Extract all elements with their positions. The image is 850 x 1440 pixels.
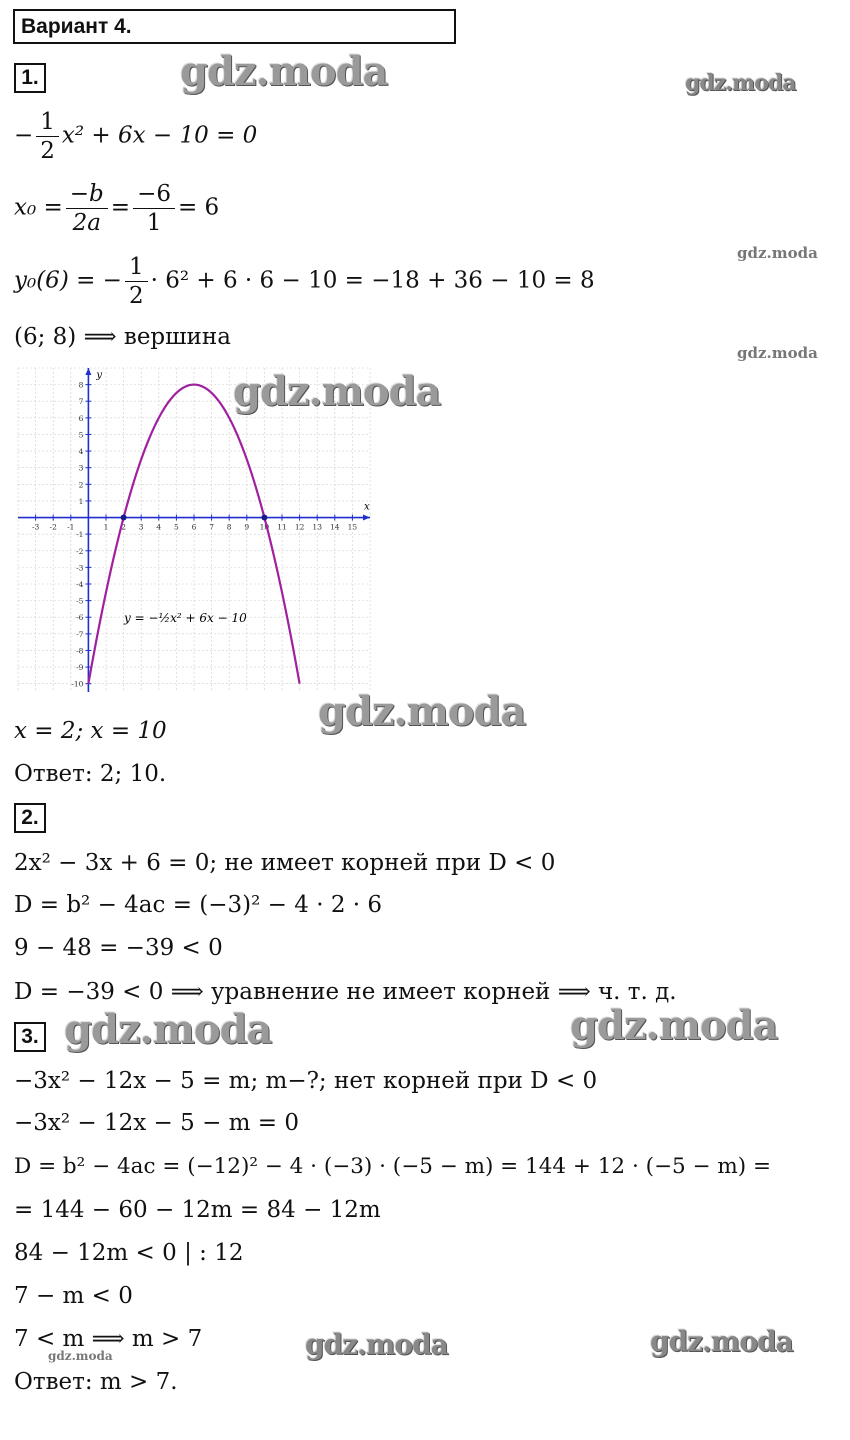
watermark: gdz.moda	[737, 244, 818, 262]
x-tick-label: 8	[226, 522, 232, 532]
x-tick-label: -2	[49, 522, 57, 532]
task3-line1: −3x² − 12x − 5 = m; m−?; нет корней при D < 0	[14, 1068, 598, 1094]
watermark: gdz.moda	[570, 1002, 778, 1049]
task3-answer: Ответ: m > 7.	[14, 1369, 178, 1395]
task3-line2: −3x² − 12x − 5 − m = 0	[14, 1110, 299, 1136]
x-tick-label: 9	[244, 522, 250, 532]
x-tick-label: 3	[138, 522, 144, 532]
root-point	[261, 515, 267, 521]
watermark: gdz.moda	[233, 368, 441, 415]
y-tick-label: -4	[76, 580, 84, 589]
task3-line5: 84 − 12m < 0 | : 12	[14, 1240, 244, 1266]
x-tick-label: -3	[31, 522, 40, 532]
root-point	[121, 515, 127, 521]
x-tick-label: 4	[156, 522, 162, 532]
task3-line4: = 144 − 60 − 12m = 84 − 12m	[14, 1197, 381, 1223]
task2-line2: D = b² − 4ac = (−3)² − 4 · 2 · 6	[14, 892, 383, 918]
task3-line6: 7 − m < 0	[14, 1283, 133, 1309]
x-tick-label: 7	[209, 522, 214, 532]
x-tick-label: 2	[121, 522, 126, 532]
graph-formula: y = −½x² + 6x − 10	[124, 611, 247, 625]
task1-number: 1.	[14, 63, 46, 93]
task2-line4: D = −39 < 0 ⟹ уравнение не имеет корней ⟹ ч. т. д.	[14, 979, 677, 1005]
y-tick-label: 5	[78, 430, 84, 440]
x-tick-label: 13	[312, 522, 322, 532]
task1-answer: Ответ: 2; 10.	[14, 761, 167, 787]
y-tick-label: -8	[76, 646, 84, 656]
y-tick-label: 1	[78, 496, 84, 506]
y-tick-label: 2	[78, 480, 84, 490]
x-tick-label: 10	[259, 522, 270, 532]
watermark: gdz.moda	[685, 70, 796, 96]
task1-roots: x = 2; x = 10	[14, 718, 167, 744]
y-tick-label: -5	[76, 596, 84, 606]
task3-line3: D = b² − 4ac = (−12)² − 4 · (−3) · (−5 − m) = 144 + 12 · (−5 − m) =	[14, 1154, 772, 1179]
task1-equation: − $\frac{1}{2}$ x² + 6x − 10 = 0	[14, 109, 258, 164]
y-axis-label: y	[96, 370, 103, 381]
x-tick-label: 6	[191, 522, 197, 532]
task3-line7: 7 < m ⟹ m > 7	[14, 1326, 203, 1352]
y-tick-label: 8	[78, 380, 84, 390]
task1-x0-formula: x₀ = $\frac{-b}{2a}$ = $\frac{-6}{1}$ = 6	[14, 181, 220, 236]
task1-vertex: (6; 8) ⟹ вершина	[14, 324, 231, 350]
x-tick-label: 15	[347, 522, 358, 532]
graph-ticks	[32, 381, 357, 689]
y-tick-label: 3	[78, 463, 84, 473]
watermark: gdz.moda	[318, 688, 526, 735]
y-tick-label: -6	[76, 613, 84, 623]
task2-line1: 2x² − 3x + 6 = 0; не имеет корней при D < 0	[14, 850, 556, 876]
x-axis-arrow	[363, 515, 370, 521]
x-tick-label: 14	[330, 522, 340, 532]
variant-title: Вариант 4.	[13, 9, 456, 44]
task3-number: 3.	[14, 1022, 46, 1052]
y-tick-label: 7	[78, 397, 84, 407]
watermark: gdz.moda	[180, 48, 388, 95]
watermark: gdz.moda	[48, 1349, 113, 1363]
y-tick-label: 4	[78, 447, 84, 457]
x-tick-label: 5	[174, 522, 179, 532]
x-tick-label: 12	[294, 522, 305, 532]
task2-number: 2.	[14, 803, 46, 833]
y-tick-label: -10	[71, 679, 84, 689]
task1-y0-formula: y₀(6) = − $\frac{1}{2}$ · 6² + 6 · 6 − 10 = −18 + 36 − 10 = 8	[14, 254, 595, 309]
y-axis-arrow	[85, 368, 91, 375]
watermark: gdz.moda	[64, 1006, 272, 1053]
y-tick-label: 6	[78, 413, 84, 423]
watermark: gdz.moda	[305, 1328, 448, 1361]
y-tick-label: -1	[76, 530, 84, 540]
x-axis-label: x	[364, 501, 370, 513]
x-tick-label: -1	[67, 522, 75, 532]
y-tick-label: -2	[76, 546, 84, 556]
x-tick-label: 1	[103, 522, 109, 532]
x-tick-label: 11	[277, 522, 287, 532]
task2-line3: 9 − 48 = −39 < 0	[14, 935, 223, 961]
y-tick-label: -7	[76, 629, 84, 639]
y-tick-label: -3	[76, 563, 84, 573]
watermark: gdz.moda	[650, 1325, 793, 1358]
y-tick-label: -9	[76, 663, 84, 673]
watermark: gdz.moda	[737, 344, 818, 362]
